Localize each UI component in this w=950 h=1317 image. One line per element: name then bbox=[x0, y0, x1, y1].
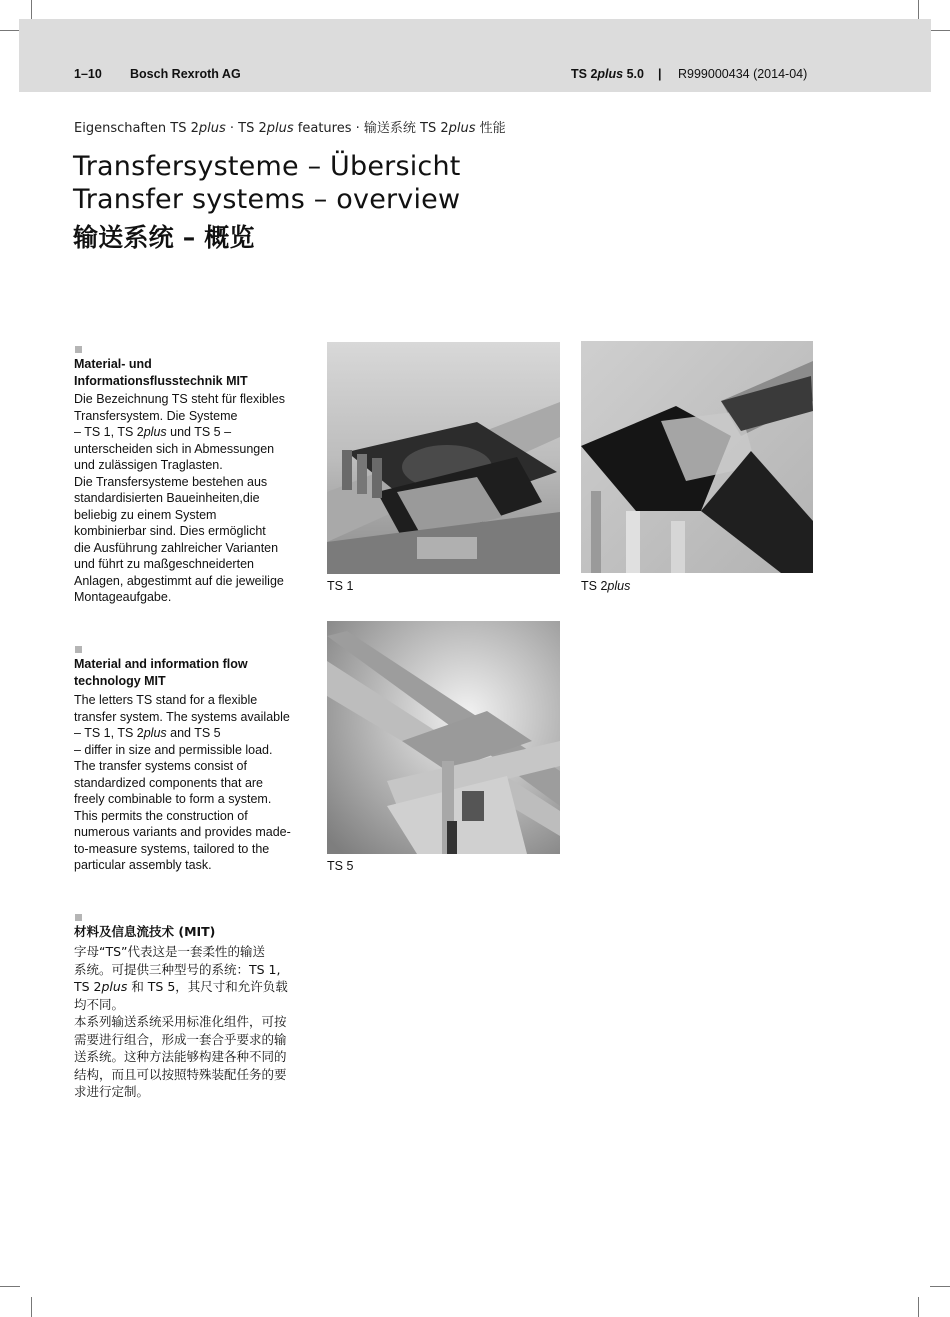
product-name: TS 2plus 5.0 bbox=[571, 67, 644, 81]
section-heading-german: Material- und Informationsflusstechnik MIT bbox=[74, 357, 248, 388]
section-body-chinese: 字母“TS”代表这是一套柔性的输送 系统。可提供三种型号的系统：TS 1, TS 2plus 和 TS 5，其尺寸和允许负载 均不同。 本系列输送系统采用标准化组件，可按 需要进行组合，形成一套合乎要求的输 送系统。这种方法能够构建各种不同的 结构，而且可以按照特殊装配任务的要 求进行定制。 bbox=[74, 944, 288, 1099]
page-title-english: Transfer systems – overview bbox=[73, 184, 461, 215]
header-separator: | bbox=[658, 67, 662, 81]
section-bullet bbox=[75, 914, 82, 921]
section-bullet bbox=[75, 346, 82, 353]
company-name: Bosch Rexroth AG bbox=[130, 67, 241, 81]
section-body-english: The letters TS stand for a flexible transfer system. The systems available – TS 1, TS 2plus and TS 5 – differ in size and permissible load. The transfer systems consist of standardized components that are freely combinable to form a system. This permits the construction of numerous variants and provides made- to-measure systems, tailored to the particular assembly task. bbox=[74, 693, 291, 872]
crop-mark bbox=[930, 30, 950, 31]
crop-mark bbox=[0, 1286, 20, 1287]
section-heading-english: Material and information flow technology MIT bbox=[74, 657, 248, 688]
page-title-german: Transfersysteme – Übersicht bbox=[73, 151, 461, 182]
document-number: R999000434 (2014-04) bbox=[678, 67, 808, 81]
crop-mark bbox=[31, 0, 32, 20]
page-title-chinese: 输送系统 – 概览 bbox=[73, 223, 255, 252]
crop-mark bbox=[918, 0, 919, 20]
crop-mark bbox=[0, 30, 20, 31]
page-number: 1–10 bbox=[74, 67, 102, 81]
section-heading-chinese: 材料及信息流技术 (MIT) bbox=[74, 924, 216, 939]
ts2plus-caption: TS 2plus bbox=[581, 579, 631, 593]
section-subtitle: Eigenschaften TS 2plus · TS 2plus features · 输送系统 TS 2plus 性能 bbox=[74, 121, 506, 136]
ts5-photo bbox=[327, 621, 560, 854]
crop-mark bbox=[918, 1297, 919, 1317]
ts5-caption: TS 5 bbox=[327, 859, 354, 873]
section-bullet bbox=[75, 646, 82, 653]
ts1-caption: TS 1 bbox=[327, 579, 354, 593]
ts2plus-photo bbox=[581, 341, 813, 573]
section-body-german: Die Bezeichnung TS steht für flexibles Transfersystem. Die Systeme – TS 1, TS 2plus und TS 5 – unterscheiden sich in Abmessungen und zulässigen Traglasten. Die Transfersysteme bestehen aus standardisierten Baueinheiten,die beliebig zu einem System kombinierbar sind. Dies ermöglicht die Ausführung zahlreicher Varianten und führt zu maßgeschneiderten Anlagen, abgestimmt auf die jeweilige Montageaufgabe. bbox=[74, 392, 285, 604]
ts1-photo bbox=[327, 342, 560, 574]
crop-mark bbox=[930, 1286, 950, 1287]
crop-mark bbox=[31, 1297, 32, 1317]
header-band bbox=[19, 19, 931, 92]
